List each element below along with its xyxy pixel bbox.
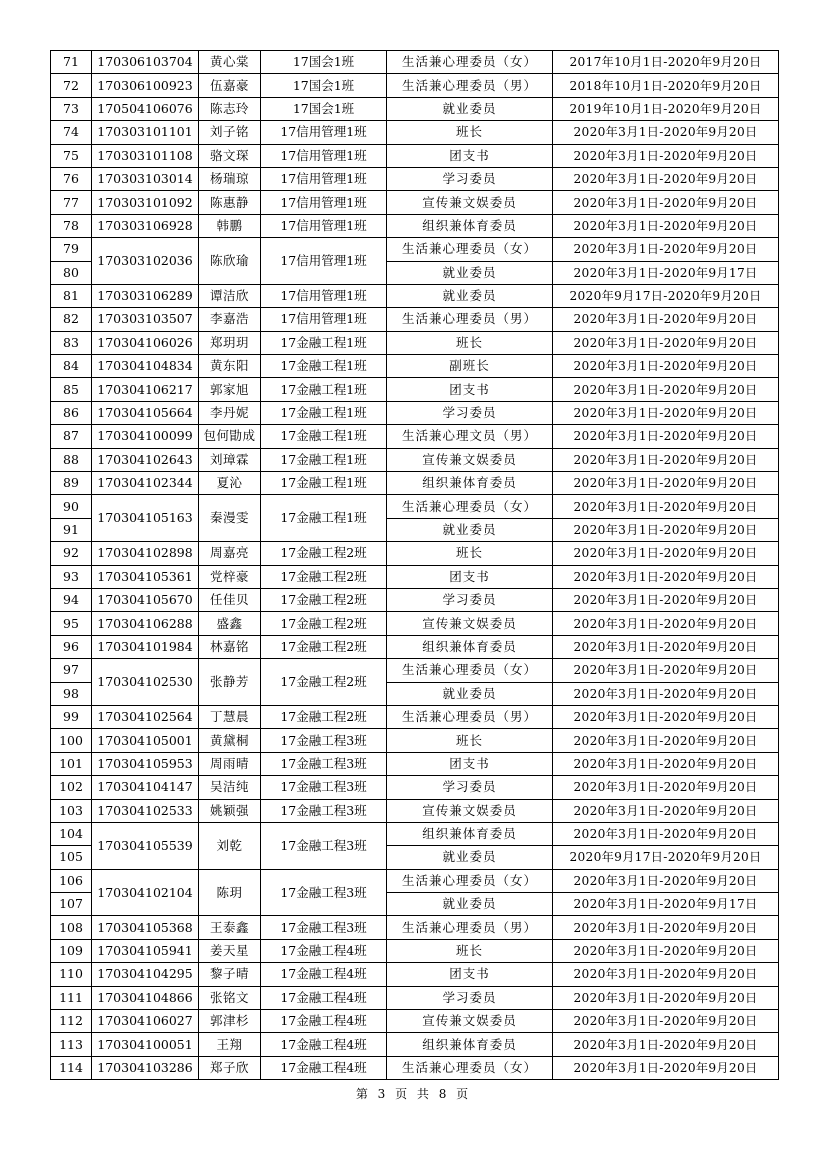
class-name-cell: 17金融工程1班: [261, 378, 387, 401]
position-cell: 就业委员: [387, 284, 553, 307]
table-row: [51, 121, 779, 144]
position-cell: 宣传兼文娱委员: [387, 799, 553, 822]
term-period-cell: 2020年3月1日-2020年9月20日: [553, 588, 779, 611]
class-name-cell: 17金融工程2班: [261, 542, 387, 565]
term-period-cell: 2020年3月1日-2020年9月20日: [553, 167, 779, 190]
position-cell: 班长: [387, 121, 553, 144]
row-number-cell: 104: [51, 822, 92, 845]
term-period-cell: 2020年3月1日-2020年9月20日: [553, 121, 779, 144]
student-id-cell: 170303101092: [92, 191, 199, 214]
position-cell: 宣传兼文娱委员: [387, 612, 553, 635]
table-row: [51, 472, 779, 495]
row-number-cell: 106: [51, 869, 92, 892]
student-name-cell: 郑玥玥: [199, 331, 261, 354]
term-period-cell: 2020年3月1日-2020年9月20日: [553, 378, 779, 401]
student-id-cell: 170304105664: [92, 401, 199, 424]
table-row: [51, 939, 779, 962]
row-number-cell: 86: [51, 401, 92, 424]
row-number-cell: 90: [51, 495, 92, 518]
term-period-cell: 2020年3月1日-2020年9月20日: [553, 425, 779, 448]
position-cell: 生活兼心理委员（男）: [387, 916, 553, 939]
position-cell: 就业委员: [387, 518, 553, 541]
row-number-cell: 73: [51, 97, 92, 120]
row-number-cell: 107: [51, 893, 92, 916]
term-period-cell: 2017年10月1日-2020年9月20日: [553, 51, 779, 74]
row-number-cell: 100: [51, 729, 92, 752]
position-cell: 班长: [387, 729, 553, 752]
row-number-cell: 76: [51, 167, 92, 190]
student-id-cell: 170303106289: [92, 284, 199, 307]
position-cell: 就业委员: [387, 97, 553, 120]
table-row: [51, 776, 779, 799]
class-name-cell: 17金融工程3班: [261, 752, 387, 775]
term-period-cell: 2019年10月1日-2020年9月20日: [553, 97, 779, 120]
class-name-cell: 17金融工程2班: [261, 612, 387, 635]
table-row: [51, 284, 779, 307]
table-row: [51, 822, 779, 845]
student-id-cell: 170303101108: [92, 144, 199, 167]
student-id-cell: 170304105368: [92, 916, 199, 939]
class-name-cell: 17金融工程3班: [261, 916, 387, 939]
table-row: [51, 355, 779, 378]
table-row: [51, 752, 779, 775]
row-number-cell: 94: [51, 588, 92, 611]
student-name-cell: 刘子铭: [199, 121, 261, 144]
row-number-cell: 82: [51, 308, 92, 331]
student-id-cell: 170304103286: [92, 1056, 199, 1079]
row-number-cell: 74: [51, 121, 92, 144]
student-id-cell: 170304104866: [92, 986, 199, 1009]
position-cell: 副班长: [387, 355, 553, 378]
table-row: [51, 635, 779, 658]
student-id-cell: 170304106217: [92, 378, 199, 401]
row-number-cell: 109: [51, 939, 92, 962]
position-cell: 学习委员: [387, 986, 553, 1009]
position-cell: 生活兼心理委员（男）: [387, 705, 553, 728]
class-name-cell: 17金融工程2班: [261, 565, 387, 588]
student-name-cell: 陈玥: [199, 869, 261, 916]
student-id-cell: 170304105539: [92, 822, 199, 869]
term-period-cell: 2020年3月1日-2020年9月20日: [553, 705, 779, 728]
table-row: [51, 542, 779, 565]
student-name-cell: 周嘉亮: [199, 542, 261, 565]
class-name-cell: 17金融工程3班: [261, 822, 387, 869]
row-number-cell: 96: [51, 635, 92, 658]
term-period-cell: 2020年3月1日-2020年9月20日: [553, 331, 779, 354]
student-name-cell: 杨瑞琼: [199, 167, 261, 190]
table-row: [51, 986, 779, 1009]
position-cell: 组织兼体育委员: [387, 822, 553, 845]
student-name-cell: 林嘉铭: [199, 635, 261, 658]
row-number-cell: 83: [51, 331, 92, 354]
table-row: [51, 238, 779, 261]
student-name-cell: 黎子晴: [199, 963, 261, 986]
row-number-cell: 75: [51, 144, 92, 167]
class-name-cell: 17信用管理1班: [261, 214, 387, 237]
term-period-cell: 2020年3月1日-2020年9月20日: [553, 939, 779, 962]
term-period-cell: 2020年3月1日-2020年9月20日: [553, 916, 779, 939]
student-id-cell: 170304102533: [92, 799, 199, 822]
position-cell: 组织兼体育委员: [387, 635, 553, 658]
class-name-cell: 17信用管理1班: [261, 191, 387, 214]
row-number-cell: 101: [51, 752, 92, 775]
position-cell: 团支书: [387, 565, 553, 588]
row-number-cell: 72: [51, 74, 92, 97]
class-name-cell: 17金融工程4班: [261, 1033, 387, 1056]
table-row: [51, 378, 779, 401]
position-cell: 宣传兼文娱委员: [387, 1010, 553, 1033]
term-period-cell: 2020年3月1日-2020年9月20日: [553, 308, 779, 331]
table-row: [51, 659, 779, 682]
position-cell: 生活兼心理委员（女）: [387, 869, 553, 892]
term-period-cell: 2020年3月1日-2020年9月20日: [553, 448, 779, 471]
term-period-cell: 2020年3月1日-2020年9月20日: [553, 682, 779, 705]
term-period-cell: 2020年3月1日-2020年9月20日: [553, 472, 779, 495]
class-name-cell: 17信用管理1班: [261, 284, 387, 307]
row-number-cell: 91: [51, 518, 92, 541]
row-number-cell: 93: [51, 565, 92, 588]
table-row: [51, 565, 779, 588]
student-name-cell: 刘乾: [199, 822, 261, 869]
position-cell: 生活兼心理委员（女）: [387, 495, 553, 518]
term-period-cell: 2020年3月1日-2020年9月20日: [553, 214, 779, 237]
table-row: [51, 97, 779, 120]
row-number-cell: 77: [51, 191, 92, 214]
position-cell: 组织兼体育委员: [387, 472, 553, 495]
student-id-cell: 170306100923: [92, 74, 199, 97]
student-id-cell: 170304102344: [92, 472, 199, 495]
student-name-cell: 包何勖成: [199, 425, 261, 448]
student-id-cell: 170303106928: [92, 214, 199, 237]
student-name-cell: 陈惠静: [199, 191, 261, 214]
row-number-cell: 113: [51, 1033, 92, 1056]
position-cell: 生活兼心理文员（男）: [387, 425, 553, 448]
term-period-cell: 2020年3月1日-2020年9月20日: [553, 238, 779, 261]
student-id-cell: 170504106076: [92, 97, 199, 120]
position-cell: 团支书: [387, 752, 553, 775]
term-period-cell: 2020年3月1日-2020年9月20日: [553, 355, 779, 378]
term-period-cell: 2018年10月1日-2020年9月20日: [553, 74, 779, 97]
class-name-cell: 17国会1班: [261, 74, 387, 97]
student-name-cell: 郭津杉: [199, 1010, 261, 1033]
table-row: [51, 74, 779, 97]
position-cell: 团支书: [387, 378, 553, 401]
table-row: [51, 916, 779, 939]
table-row: [51, 214, 779, 237]
row-number-cell: 79: [51, 238, 92, 261]
row-number-cell: 95: [51, 612, 92, 635]
class-name-cell: 17金融工程3班: [261, 729, 387, 752]
student-name-cell: 郭家旭: [199, 378, 261, 401]
student-id-cell: 170303103507: [92, 308, 199, 331]
position-cell: 班长: [387, 939, 553, 962]
term-period-cell: 2020年3月1日-2020年9月17日: [553, 261, 779, 284]
position-cell: 生活兼心理委员（女）: [387, 238, 553, 261]
class-name-cell: 17金融工程2班: [261, 659, 387, 706]
class-name-cell: 17金融工程4班: [261, 1056, 387, 1079]
class-name-cell: 17金融工程1班: [261, 331, 387, 354]
class-name-cell: 17金融工程3班: [261, 869, 387, 916]
student-name-cell: 盛鑫: [199, 612, 261, 635]
student-id-cell: 170304102104: [92, 869, 199, 916]
student-name-cell: 黄黛桐: [199, 729, 261, 752]
term-period-cell: 2020年3月1日-2020年9月20日: [553, 1033, 779, 1056]
term-period-cell: 2020年3月1日-2020年9月20日: [553, 612, 779, 635]
student-id-cell: 170304104147: [92, 776, 199, 799]
student-id-cell: 170304106288: [92, 612, 199, 635]
table-row: [51, 1010, 779, 1033]
term-period-cell: 2020年3月1日-2020年9月20日: [553, 518, 779, 541]
student-id-cell: 170304102564: [92, 705, 199, 728]
row-number-cell: 108: [51, 916, 92, 939]
row-number-cell: 105: [51, 846, 92, 869]
class-name-cell: 17金融工程1班: [261, 448, 387, 471]
student-name-cell: 党梓豪: [199, 565, 261, 588]
student-name-cell: 骆文琛: [199, 144, 261, 167]
student-id-cell: 170303101101: [92, 121, 199, 144]
student-name-cell: 张静芳: [199, 659, 261, 706]
position-cell: 组织兼体育委员: [387, 214, 553, 237]
position-cell: 学习委员: [387, 588, 553, 611]
student-id-cell: 170304106026: [92, 331, 199, 354]
term-period-cell: 2020年3月1日-2020年9月20日: [553, 565, 779, 588]
student-name-cell: 王泰鑫: [199, 916, 261, 939]
row-number-cell: 102: [51, 776, 92, 799]
position-cell: 团支书: [387, 144, 553, 167]
table-row: [51, 401, 779, 424]
term-period-cell: 2020年3月1日-2020年9月20日: [553, 799, 779, 822]
row-number-cell: 111: [51, 986, 92, 1009]
position-cell: 就业委员: [387, 261, 553, 284]
position-cell: 就业委员: [387, 682, 553, 705]
student-name-cell: 谭洁欣: [199, 284, 261, 307]
row-number-cell: 112: [51, 1010, 92, 1033]
class-name-cell: 17金融工程4班: [261, 986, 387, 1009]
class-name-cell: 17金融工程3班: [261, 799, 387, 822]
row-number-cell: 71: [51, 51, 92, 74]
position-cell: 学习委员: [387, 776, 553, 799]
position-cell: 班长: [387, 542, 553, 565]
student-name-cell: 李丹妮: [199, 401, 261, 424]
row-number-cell: 85: [51, 378, 92, 401]
table-row: [51, 144, 779, 167]
class-name-cell: 17金融工程1班: [261, 495, 387, 542]
term-period-cell: 2020年3月1日-2020年9月20日: [553, 191, 779, 214]
position-cell: 就业委员: [387, 893, 553, 916]
class-name-cell: 17金融工程2班: [261, 635, 387, 658]
student-id-cell: 170303102036: [92, 238, 199, 285]
row-number-cell: 89: [51, 472, 92, 495]
student-id-cell: 170304102643: [92, 448, 199, 471]
row-number-cell: 114: [51, 1056, 92, 1079]
student-name-cell: 郑子欣: [199, 1056, 261, 1079]
student-id-cell: 170304105953: [92, 752, 199, 775]
position-cell: 宣传兼文娱委员: [387, 191, 553, 214]
term-period-cell: 2020年9月17日-2020年9月20日: [553, 284, 779, 307]
table-row: [51, 51, 779, 74]
table-row: [51, 1056, 779, 1079]
student-id-cell: 170304102530: [92, 659, 199, 706]
table-row: [51, 495, 779, 518]
row-number-cell: 81: [51, 284, 92, 307]
student-id-cell: 170304105941: [92, 939, 199, 962]
table-row: [51, 308, 779, 331]
term-period-cell: 2020年3月1日-2020年9月20日: [553, 986, 779, 1009]
student-id-cell: 170304106027: [92, 1010, 199, 1033]
row-number-cell: 98: [51, 682, 92, 705]
row-number-cell: 78: [51, 214, 92, 237]
row-number-cell: 84: [51, 355, 92, 378]
class-name-cell: 17金融工程2班: [261, 588, 387, 611]
position-cell: 生活兼心理委员（男）: [387, 308, 553, 331]
class-name-cell: 17金融工程1班: [261, 425, 387, 448]
term-period-cell: 2020年9月17日-2020年9月20日: [553, 846, 779, 869]
position-cell: 生活兼心理委员（女）: [387, 659, 553, 682]
student-name-cell: 姚颖强: [199, 799, 261, 822]
student-name-cell: 李嘉浩: [199, 308, 261, 331]
student-id-cell: 170304100051: [92, 1033, 199, 1056]
table-row: [51, 425, 779, 448]
student-id-cell: 170306103704: [92, 51, 199, 74]
class-name-cell: 17金融工程3班: [261, 776, 387, 799]
position-cell: 就业委员: [387, 846, 553, 869]
student-id-cell: 170304102898: [92, 542, 199, 565]
row-number-cell: 92: [51, 542, 92, 565]
student-name-cell: 陈欣瑜: [199, 238, 261, 285]
table-row: [51, 167, 779, 190]
student-id-cell: 170303103014: [92, 167, 199, 190]
term-period-cell: 2020年3月1日-2020年9月20日: [553, 776, 779, 799]
class-name-cell: 17信用管理1班: [261, 238, 387, 285]
class-name-cell: 17国会1班: [261, 51, 387, 74]
position-cell: 学习委员: [387, 167, 553, 190]
class-name-cell: 17金融工程1班: [261, 355, 387, 378]
table-row: [51, 729, 779, 752]
table-row: [51, 705, 779, 728]
term-period-cell: 2020年3月1日-2020年9月20日: [553, 635, 779, 658]
term-period-cell: 2020年3月1日-2020年9月20日: [553, 495, 779, 518]
student-id-cell: 170304105670: [92, 588, 199, 611]
row-number-cell: 103: [51, 799, 92, 822]
student-id-cell: 170304104834: [92, 355, 199, 378]
student-id-cell: 170304104295: [92, 963, 199, 986]
class-name-cell: 17国会1班: [261, 97, 387, 120]
student-name-cell: 吴洁纯: [199, 776, 261, 799]
student-name-cell: 周雨晴: [199, 752, 261, 775]
row-number-cell: 97: [51, 659, 92, 682]
term-period-cell: 2020年3月1日-2020年9月20日: [553, 869, 779, 892]
table-row: [51, 612, 779, 635]
class-name-cell: 17金融工程1班: [261, 472, 387, 495]
student-id-cell: 170304100099: [92, 425, 199, 448]
term-period-cell: 2020年3月1日-2020年9月20日: [553, 401, 779, 424]
student-name-cell: 任佳贝: [199, 588, 261, 611]
term-period-cell: 2020年3月1日-2020年9月20日: [553, 1010, 779, 1033]
term-period-cell: 2020年3月1日-2020年9月20日: [553, 729, 779, 752]
class-name-cell: 17金融工程4班: [261, 939, 387, 962]
row-number-cell: 110: [51, 963, 92, 986]
term-period-cell: 2020年3月1日-2020年9月20日: [553, 963, 779, 986]
student-name-cell: 秦漫雯: [199, 495, 261, 542]
student-name-cell: 伍嘉豪: [199, 74, 261, 97]
position-cell: 学习委员: [387, 401, 553, 424]
term-period-cell: 2020年3月1日-2020年9月20日: [553, 144, 779, 167]
table-row: [51, 448, 779, 471]
position-cell: 宣传兼文娱委员: [387, 448, 553, 471]
officer-table-body: [51, 51, 779, 1080]
student-name-cell: 姜天星: [199, 939, 261, 962]
class-name-cell: 17金融工程1班: [261, 401, 387, 424]
student-id-cell: 170304105163: [92, 495, 199, 542]
student-name-cell: 张铭文: [199, 986, 261, 1009]
term-period-cell: 2020年3月1日-2020年9月17日: [553, 893, 779, 916]
row-number-cell: 99: [51, 705, 92, 728]
class-name-cell: 17信用管理1班: [261, 167, 387, 190]
table-row: [51, 799, 779, 822]
position-cell: 组织兼体育委员: [387, 1033, 553, 1056]
table-row: [51, 331, 779, 354]
student-name-cell: 黄东阳: [199, 355, 261, 378]
table-row: [51, 191, 779, 214]
student-name-cell: 王翔: [199, 1033, 261, 1056]
class-name-cell: 17信用管理1班: [261, 144, 387, 167]
student-id-cell: 170304101984: [92, 635, 199, 658]
class-name-cell: 17信用管理1班: [261, 308, 387, 331]
position-cell: 团支书: [387, 963, 553, 986]
page-footer: 第 3 页 共 8 页: [355, 1087, 472, 1101]
row-number-cell: 88: [51, 448, 92, 471]
officer-table: [50, 50, 779, 1080]
student-name-cell: 夏沁: [199, 472, 261, 495]
class-name-cell: 17金融工程4班: [261, 963, 387, 986]
term-period-cell: 2020年3月1日-2020年9月20日: [553, 659, 779, 682]
student-id-cell: 170304105361: [92, 565, 199, 588]
term-period-cell: 2020年3月1日-2020年9月20日: [553, 752, 779, 775]
student-name-cell: 韩鹏: [199, 214, 261, 237]
student-name-cell: 陈志玲: [199, 97, 261, 120]
position-cell: 生活兼心理委员（女）: [387, 51, 553, 74]
student-name-cell: 黄心棠: [199, 51, 261, 74]
table-row: [51, 588, 779, 611]
position-cell: 生活兼心理委员（男）: [387, 74, 553, 97]
term-period-cell: 2020年3月1日-2020年9月20日: [553, 1056, 779, 1079]
table-row: [51, 869, 779, 892]
row-number-cell: 80: [51, 261, 92, 284]
student-name-cell: 丁慧晨: [199, 705, 261, 728]
student-name-cell: 刘璋霖: [199, 448, 261, 471]
term-period-cell: 2020年3月1日-2020年9月20日: [553, 542, 779, 565]
class-name-cell: 17金融工程4班: [261, 1010, 387, 1033]
table-row: [51, 1033, 779, 1056]
position-cell: 生活兼心理委员（女）: [387, 1056, 553, 1079]
table-row: [51, 963, 779, 986]
row-number-cell: 87: [51, 425, 92, 448]
position-cell: 班长: [387, 331, 553, 354]
class-name-cell: 17金融工程2班: [261, 705, 387, 728]
class-name-cell: 17信用管理1班: [261, 121, 387, 144]
student-id-cell: 170304105001: [92, 729, 199, 752]
term-period-cell: 2020年3月1日-2020年9月20日: [553, 822, 779, 845]
